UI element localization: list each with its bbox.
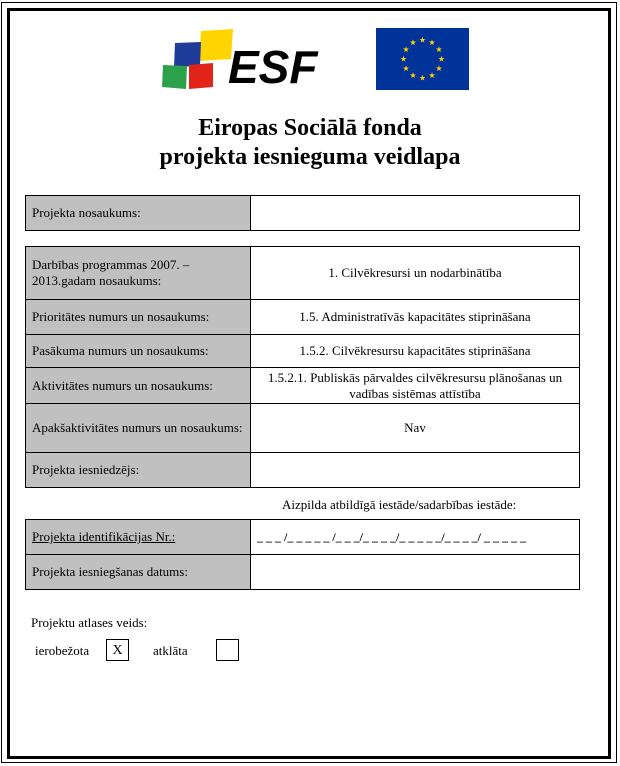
esf-logo-blue-square <box>174 42 201 67</box>
project-name-row <box>26 196 580 231</box>
project-name-label: Projekta nosaukums: <box>26 196 251 231</box>
restricted-checkbox[interactable]: X <box>106 639 129 661</box>
esf-logo-green-square <box>162 65 187 89</box>
applicant-field[interactable] <box>251 453 580 488</box>
project-name-field[interactable] <box>251 196 580 231</box>
priority-label: Prioritātes numurs un nosaukums: <box>26 300 251 335</box>
id-number-row <box>26 520 580 555</box>
priority-row <box>26 300 580 335</box>
esf-logo-text: ESF <box>228 41 318 91</box>
priority-value: 1.5. Administratīvās kapacitātes stiprināšana <box>251 300 580 335</box>
id-number-label-cell <box>26 520 251 555</box>
restricted-option-label: ierobežota <box>35 643 90 658</box>
institution-note: Aizpilda atbildīgā iestāde/sadarbības iestāde: <box>282 497 517 512</box>
title-line-2: projekta iesnieguma veidlapa <box>159 144 461 170</box>
subactivity-label: Apakšaktivitātes numurs un nosaukums: <box>26 404 251 453</box>
programme-details-table <box>25 246 580 488</box>
measure-row <box>26 335 580 368</box>
subactivity-row <box>26 404 580 453</box>
subactivity-value: Nav <box>251 404 580 453</box>
selection-type-label: Projektu atlases veids: <box>31 615 148 630</box>
submission-date-label: Projekta iesniegšanas datums: <box>26 555 251 590</box>
programme-value: 1. Cilvēkresursi un nodarbinātība <box>251 247 580 300</box>
applicant-row <box>26 453 580 488</box>
activity-row <box>26 368 580 404</box>
esf-logo <box>161 29 321 91</box>
submission-date-field[interactable] <box>251 555 580 590</box>
eu-flag <box>376 28 469 90</box>
id-number-label: Projekta identifikācijas Nr.: <box>32 529 176 544</box>
programme-row <box>26 247 580 300</box>
measure-label: Pasākuma numurs un nosaukums: <box>26 335 251 368</box>
activity-value: 1.5.2.1. Publiskās pārvaldes cilvēkresursu plānošanas un vadības sistēmas attīstība <box>251 368 580 404</box>
applicant-label: Projekta iesniedzējs: <box>26 453 251 488</box>
programme-label: Darbības programmas 2007. – 2013.gadam nosaukums: <box>26 247 251 300</box>
activity-label: Aktivitātes numurs un nosaukums: <box>26 368 251 404</box>
submission-date-row <box>26 555 580 590</box>
title-line-1: Eiropas Sociālā fonda <box>198 115 422 141</box>
institution-table <box>25 519 580 590</box>
open-checkbox[interactable] <box>216 639 239 661</box>
esf-logo-red-square <box>189 63 213 89</box>
open-option-label: atklāta <box>153 643 188 658</box>
project-name-table <box>25 195 580 231</box>
id-number-field[interactable]: _ _ _ /_ _ _ _ _ /_ _ _/_ _ _ _/_ _ _ _ _/_ _ _ _/ _ _ _ _ _ <box>251 520 580 555</box>
measure-value: 1.5.2. Cilvēkresursu kapacitātes stiprināšana <box>251 335 580 368</box>
